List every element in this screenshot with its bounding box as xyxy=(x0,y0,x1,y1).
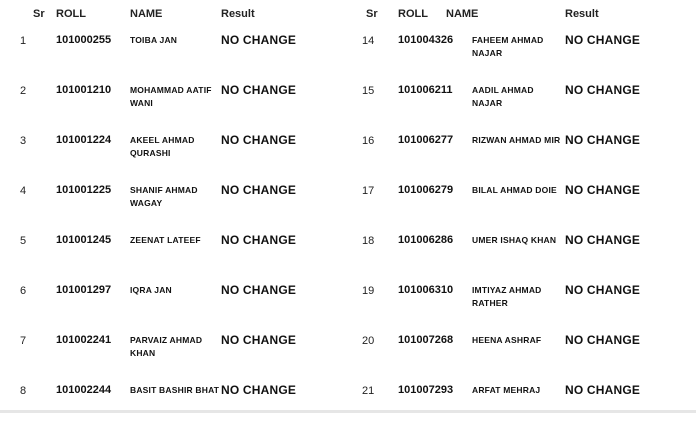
table-row xyxy=(0,33,696,83)
row-sr: 6 xyxy=(20,285,27,297)
row-name: BASIT BASHIR BHAT xyxy=(130,385,220,395)
row-result: NO CHANGE xyxy=(221,383,297,397)
row-name: AADIL AHMAD NAJAR xyxy=(472,85,534,108)
header-name-right: NAME xyxy=(446,8,479,20)
row-sr: 19 xyxy=(362,285,375,297)
row-name: HEENA ASHRAF xyxy=(472,335,542,345)
row-roll: 101002241 xyxy=(56,334,112,346)
row-name: IMTIYAZ AHMAD RATHER xyxy=(472,285,542,308)
row-result: NO CHANGE xyxy=(565,333,641,347)
row-result: NO CHANGE xyxy=(565,33,641,47)
row-sr: 20 xyxy=(362,335,375,347)
header-result-left: Result xyxy=(221,8,255,20)
row-sr: 2 xyxy=(20,85,27,97)
row-name: PARVAIZ AHMAD KHAN xyxy=(130,335,203,358)
row-name: UMER ISHAQ KHAN xyxy=(472,235,557,245)
row-roll: 101000255 xyxy=(56,34,112,46)
row-sr: 21 xyxy=(362,385,375,397)
row-name: MOHAMMAD AATIF WANI xyxy=(130,85,212,108)
table-row xyxy=(0,133,696,183)
row-roll: 101006277 xyxy=(398,134,454,146)
row-name: BILAL AHMAD DOIE xyxy=(472,185,557,195)
row-sr: 8 xyxy=(20,385,27,397)
row-sr: 4 xyxy=(20,185,27,197)
row-roll: 101007293 xyxy=(398,384,454,396)
row-sr: 18 xyxy=(362,235,375,247)
table-row xyxy=(0,333,696,383)
row-name: RIZWAN AHMAD MIR xyxy=(472,135,561,145)
row-result: NO CHANGE xyxy=(221,183,297,197)
row-name: AKEEL AHMAD QURASHI xyxy=(130,135,195,158)
row-sr: 7 xyxy=(20,335,27,347)
header-roll-right: ROLL xyxy=(398,8,428,20)
row-sr: 3 xyxy=(20,135,27,147)
row-roll: 101001224 xyxy=(56,134,112,146)
row-result: NO CHANGE xyxy=(221,233,297,247)
table-row xyxy=(0,183,696,233)
row-result: NO CHANGE xyxy=(565,133,641,147)
row-result: NO CHANGE xyxy=(221,133,297,147)
row-roll: 101001210 xyxy=(56,84,112,96)
row-result: NO CHANGE xyxy=(221,333,297,347)
row-sr: 16 xyxy=(362,135,375,147)
row-roll: 101004326 xyxy=(398,34,454,46)
row-result: NO CHANGE xyxy=(221,283,297,297)
row-result: NO CHANGE xyxy=(221,33,297,47)
row-name: FAHEEM AHMAD NAJAR xyxy=(472,35,544,58)
row-result: NO CHANGE xyxy=(565,83,641,97)
header-sr-right: Sr xyxy=(366,8,378,20)
row-sr: 14 xyxy=(362,35,375,47)
row-name: IQRA JAN xyxy=(130,285,172,295)
row-roll: 101002244 xyxy=(56,384,112,396)
row-name: TOIBA JAN xyxy=(130,35,178,45)
row-sr: 1 xyxy=(20,35,27,47)
row-sr: 5 xyxy=(20,235,27,247)
row-roll: 101001225 xyxy=(56,184,112,196)
row-roll: 101006310 xyxy=(398,284,454,296)
row-result: NO CHANGE xyxy=(565,183,641,197)
header-name-left: NAME xyxy=(130,8,163,20)
row-sr: 15 xyxy=(362,85,375,97)
row-name: ARFAT MEHRAJ xyxy=(472,385,541,395)
row-roll: 101006279 xyxy=(398,184,454,196)
row-roll: 101007268 xyxy=(398,334,454,346)
row-name: SHANIF AHMAD WAGAY xyxy=(130,185,198,208)
table-row xyxy=(0,383,696,433)
row-roll: 101006286 xyxy=(398,234,454,246)
row-roll: 101001297 xyxy=(56,284,112,296)
table-row xyxy=(0,83,696,133)
row-result: NO CHANGE xyxy=(221,83,297,97)
table-row xyxy=(0,283,696,333)
row-name: ZEENAT LATEEF xyxy=(130,235,201,245)
header-sr-left: Sr xyxy=(33,8,45,20)
row-result: NO CHANGE xyxy=(565,233,641,247)
row-result: NO CHANGE xyxy=(565,383,641,397)
row-roll: 101001245 xyxy=(56,234,112,246)
table-row xyxy=(0,233,696,283)
header-result-right: Result xyxy=(565,8,599,20)
header-roll-left: ROLL xyxy=(56,8,86,20)
row-roll: 101006211 xyxy=(398,84,453,96)
row-sr: 17 xyxy=(362,185,375,197)
row-result: NO CHANGE xyxy=(565,283,641,297)
